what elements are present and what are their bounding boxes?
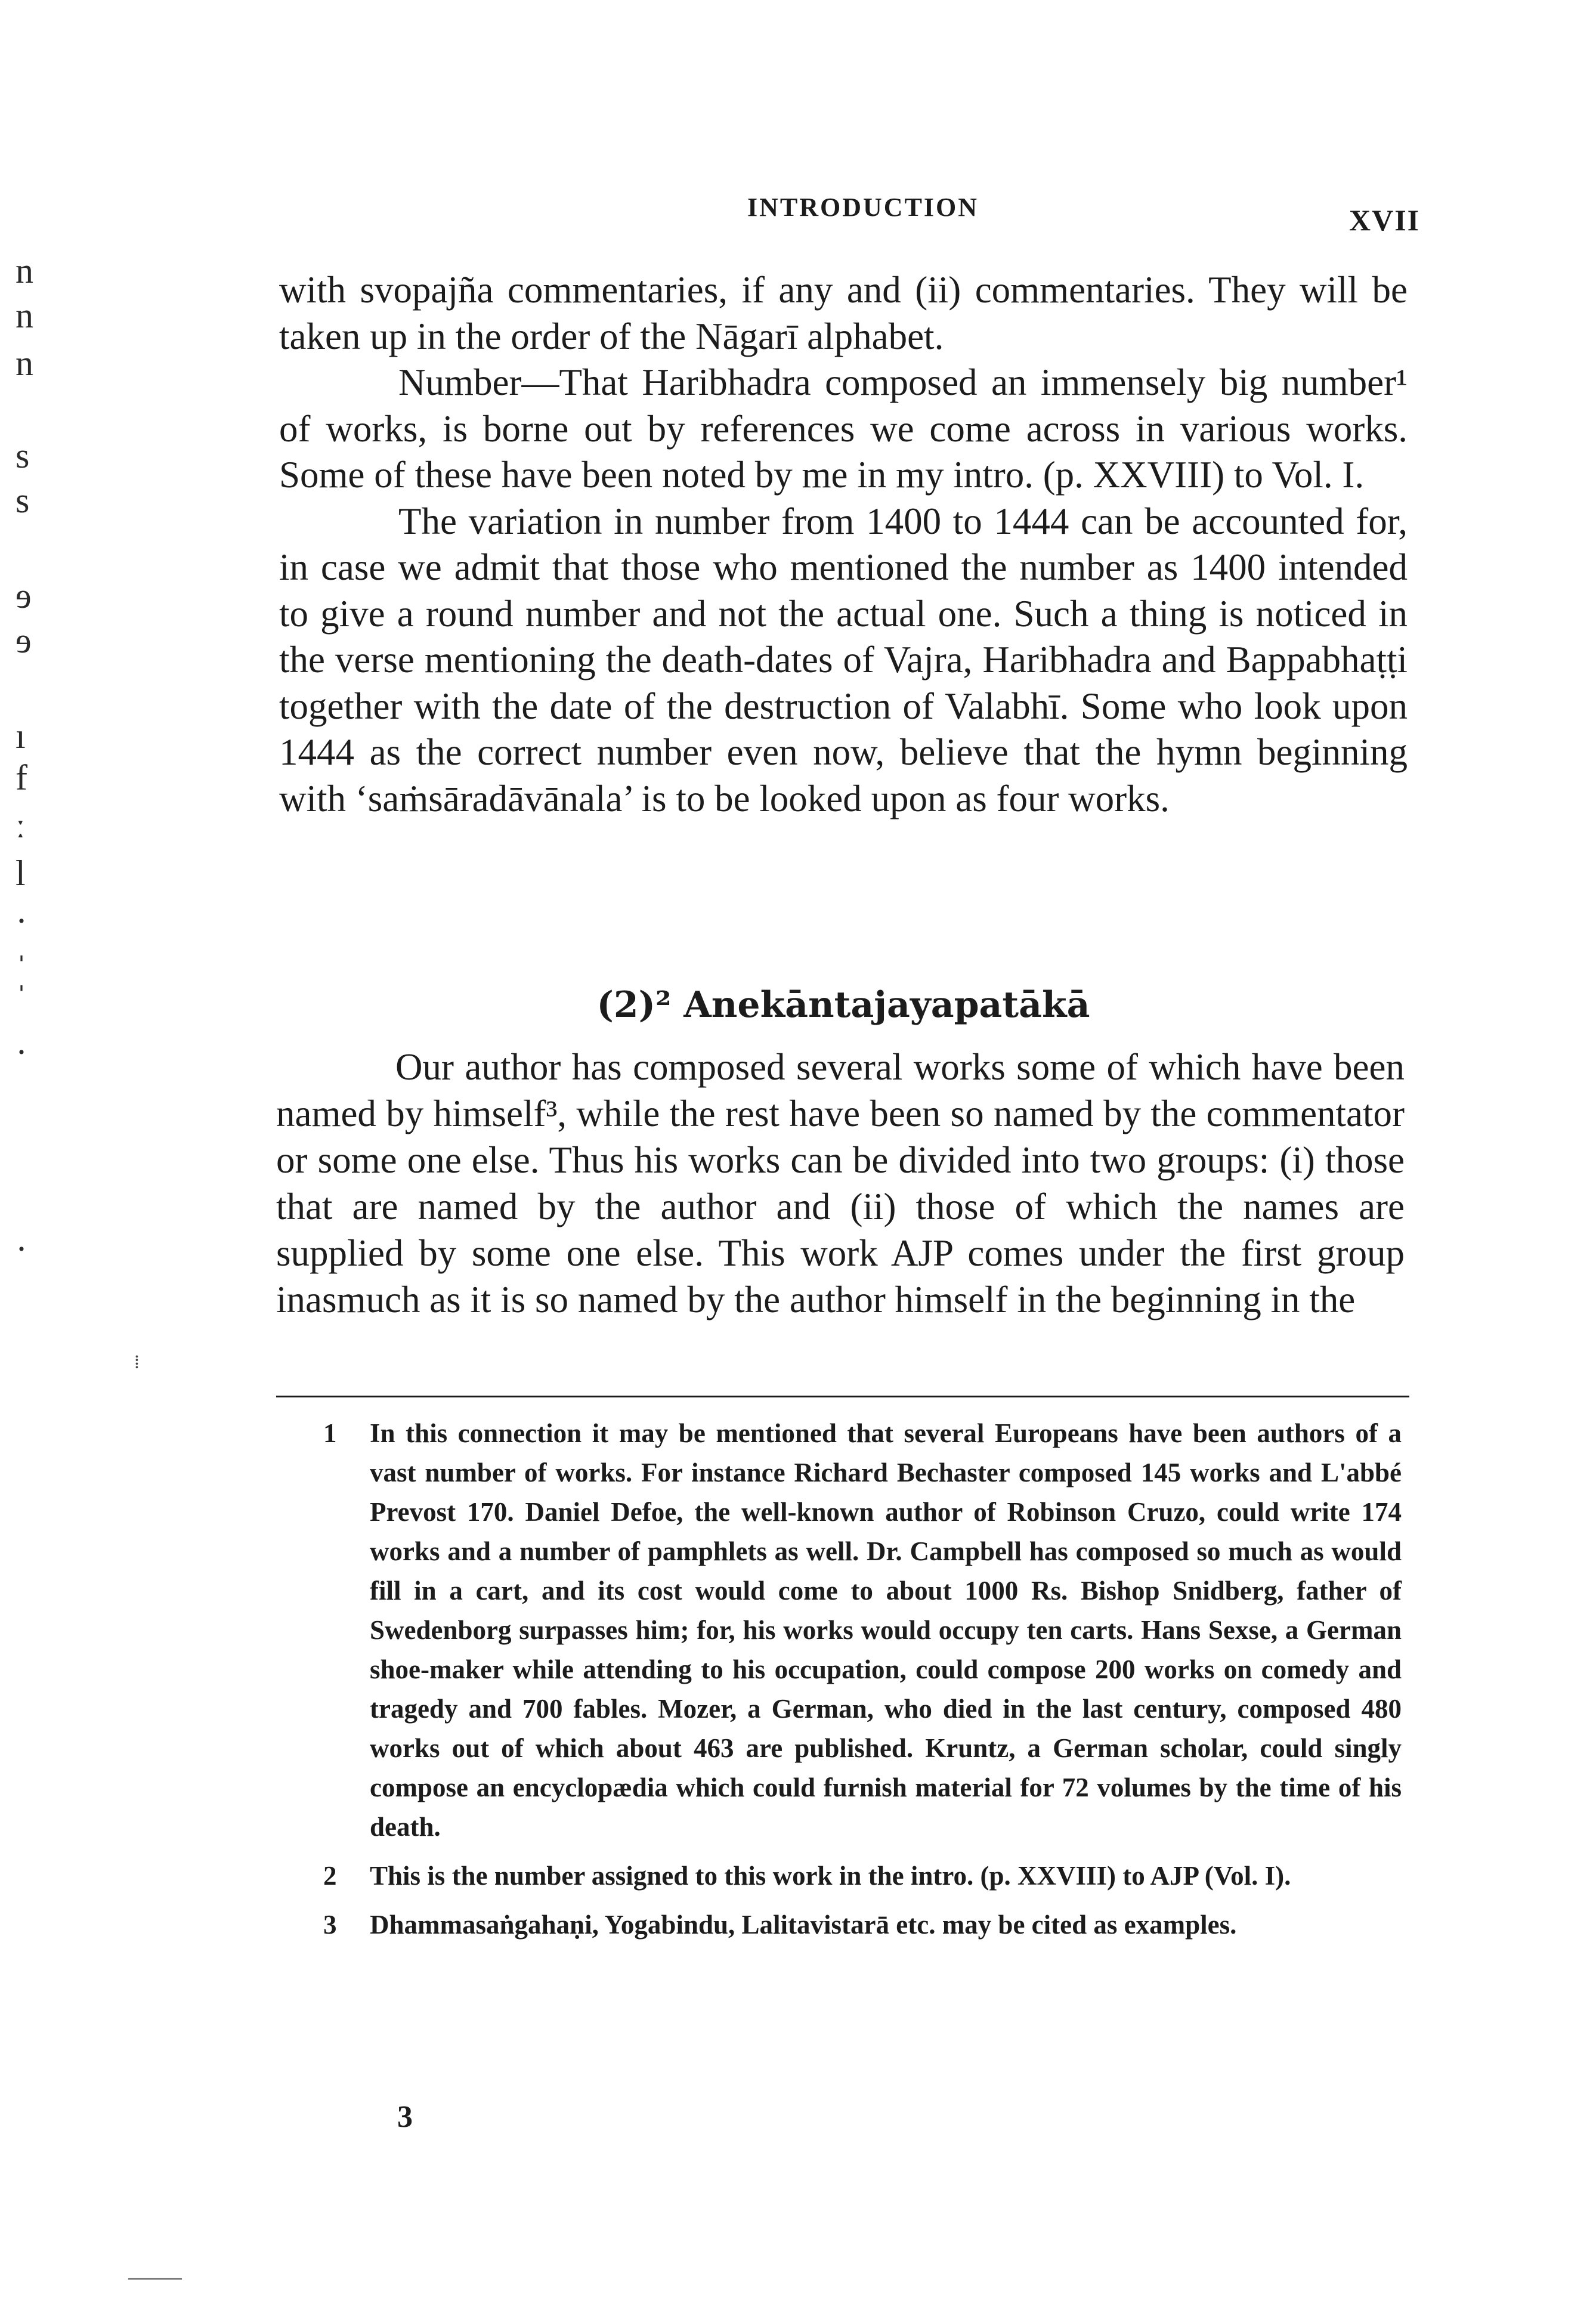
scan-artifact — [128, 2278, 182, 2280]
margin-letter: ɘ — [16, 576, 32, 616]
page-number: XVII — [1349, 203, 1421, 237]
margin-letter: n — [16, 251, 33, 290]
margin-letter: ɘ — [16, 621, 32, 660]
footnote — [323, 1856, 1402, 1895]
margin-letter: n — [16, 296, 33, 335]
main-text-continued — [276, 1044, 1405, 1323]
footnote-number: 3 — [323, 1910, 337, 1940]
signature-mark: 3 — [397, 2100, 413, 2134]
margin-letter: ˈ — [16, 949, 27, 988]
footnotes — [323, 1414, 1402, 1954]
margin-letter: f — [16, 758, 27, 797]
footnote-rule — [276, 1396, 1409, 1397]
running-title: INTRODUCTION — [747, 193, 979, 222]
footnote-number: 2 — [323, 1861, 337, 1891]
footnote-number: 1 — [323, 1418, 337, 1448]
margin-letter: · — [16, 1032, 27, 1072]
margin-letter: l — [16, 853, 26, 893]
margin-letter: · — [16, 901, 27, 941]
paragraph: The variation in number from 1400 to 1444 can be accounted for, in case we admit that those who mentioned the number as 1400 intended to give a round number and not the actual one. Such a thing is noticed in the verse mentioning the death-dates of Vajra, Haribhadra and Bappabhaṭṭi together with the date of the destruction of Valabhī. Some who look upon 1444 as the correct number even now, believe that the hymn beginning with ‘saṁsāradāvānala’ is to be looked upon as four works. — [279, 500, 1408, 819]
margin-letter: s — [16, 481, 30, 520]
margin-letter: ı — [16, 716, 26, 756]
paragraph: Our author has composed several works some of which have been named by himself³, while the rest have been so named by the commentator or some one else. Thus his works can be divided into two groups: (i) those that are named by the author and (ii) those of which the names are supplied by some one else. This work AJP comes under the first group inasmuch as it is so named by the author himself in the beginning in the — [276, 1046, 1405, 1320]
paragraph: Number—That Haribhadra composed an immensely big number¹ of works, is borne out by references we come across in various works. Some of these have been noted by me in my intro. (p. XXVIII) to Vol. I. — [279, 361, 1408, 496]
margin-letter: ː — [16, 806, 26, 845]
footnote — [323, 1414, 1402, 1847]
footnote-text: Dhammasaṅgahaṇi, Yogabindu, Lalitavistarā etc. may be cited as examples. — [370, 1910, 1237, 1940]
margin-letter: ˈ — [16, 979, 27, 1018]
paragraph: with svopajña commentaries, if any and (ii) commentaries. They will be taken up in the order of the Nāgarī alphabet. — [279, 269, 1408, 357]
footnote — [323, 1905, 1402, 1944]
margin-letter: s — [16, 436, 30, 475]
footnote-text: In this connection it may be mentioned that several Europeans have been authors of a vast number of works. For instance Richard Bechaster composed 145 works and L'abbé Prevost 170. Daniel Defoe, the well-known author of Robinson Cruzo, could write 174 works and a number of pamphlets as well. Dr. Campbell has composed so much as would fill in a cart, and its cost would come to about 1000 Rs. Bishop Snidberg, father of Swedenborg surpasses him; for, his works would occupy ten carts. Hans Sexse, a German shoe-maker while attending to his occupation, could compose 200 works on comedy and tragedy and 700 fables. Mozer, a German, who died in the last century, composed 480 works out of which about 463 are published. Kruntz, a German scholar, could singly compose an encyclopædia which could furnish material for 72 volumes by the time of his death. — [370, 1418, 1402, 1842]
margin-letter: n — [16, 344, 33, 383]
stray-mark: ⁞ — [134, 1351, 140, 1372]
footnote-text: This is the number assigned to this work in the intro. (p. XXVIII) to AJP (Vol. I). — [370, 1861, 1291, 1891]
main-text — [279, 267, 1408, 822]
section-heading: (2)² Anekāntajayapatākā — [596, 984, 1090, 1026]
margin-letter: · — [16, 1229, 27, 1269]
